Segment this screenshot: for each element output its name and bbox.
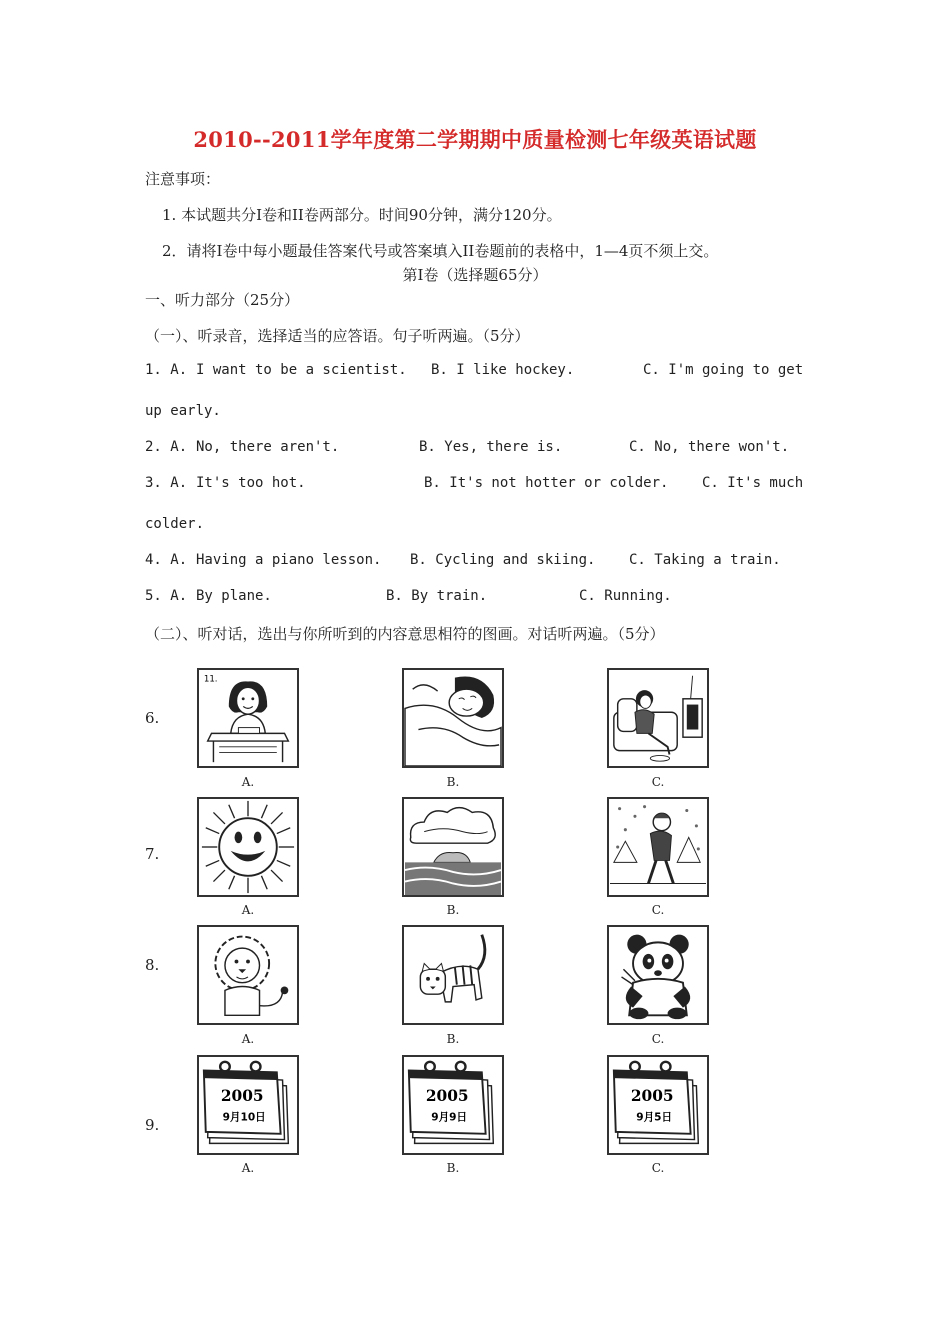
picture-label: A. — [241, 775, 255, 789]
question-4 — [145, 552, 825, 572]
picture-label: C. — [651, 775, 665, 789]
lion-icon — [199, 927, 297, 1023]
person-watching-tv-icon — [609, 670, 707, 766]
option-a: Having a piano lesson. — [196, 552, 382, 568]
question-3 — [145, 475, 825, 495]
page-title: 2010--2011学年度第二学期期中质量检测七年级英语试题 — [193, 127, 757, 152]
calendar-icon — [609, 1057, 707, 1153]
panda-icon — [609, 927, 707, 1023]
boy-sleeping-icon — [404, 670, 502, 766]
picture-label: C. — [651, 903, 665, 917]
question-1 — [145, 362, 825, 382]
picture-label: A. — [241, 1032, 255, 1046]
picture-number-label: 11. — [203, 674, 218, 685]
picture-label: C. — [651, 1161, 665, 1175]
calendar-date: 9月10日 — [222, 1111, 266, 1124]
sun-icon — [199, 799, 297, 895]
picture-9c — [607, 1055, 709, 1155]
option-c: C. Taking a train. — [629, 552, 781, 568]
option-b: B. Yes, there is. — [419, 439, 563, 455]
cloud-rain-icon — [404, 799, 502, 895]
question-number: 3. A. — [145, 475, 188, 491]
volume-heading: 第Ⅰ卷（选择题65分） — [402, 266, 548, 284]
picture-label: B. — [446, 903, 460, 917]
question-2 — [145, 439, 825, 459]
option-b: B. By train. — [386, 588, 488, 604]
option-a: I want to be a scientist. — [196, 362, 407, 378]
question-1-wrap: up early. — [145, 403, 221, 419]
calendar-date: 9月5日 — [636, 1111, 673, 1124]
picture-label: C. — [651, 1032, 665, 1046]
picture-label: A. — [241, 903, 255, 917]
notice-heading: 注意事项： — [145, 170, 221, 188]
part1-instruction: （一）、听录音，选择适当的应答语。句子听两遍。（5分） — [145, 327, 530, 345]
calendar-year: 2005 — [220, 1087, 264, 1106]
question-6-number: 6. — [145, 709, 160, 727]
picture-7a — [197, 797, 299, 897]
tiger-icon — [404, 927, 502, 1023]
option-c: C. It's much — [702, 475, 804, 491]
option-a: No, there aren't. — [196, 439, 340, 455]
question-7-number: 7. — [145, 845, 160, 863]
option-b: B. Cycling and skiing. — [410, 552, 596, 568]
calendar-year: 2005 — [425, 1087, 469, 1106]
question-9-number: 9. — [145, 1116, 160, 1134]
calendar-icon — [404, 1057, 502, 1153]
option-a: It's too hot. — [196, 475, 306, 491]
picture-6a — [197, 668, 299, 768]
notice-item-1: 1. 本试题共分Ⅰ卷和II卷两部分。时间90分钟，满分120分。 — [162, 206, 562, 224]
picture-9b — [402, 1055, 504, 1155]
girl-writing-icon — [199, 670, 297, 766]
question-8-number: 8. — [145, 956, 160, 974]
question-number: 1. A. — [145, 362, 188, 378]
picture-label: B. — [446, 1161, 460, 1175]
picture-8c — [607, 925, 709, 1025]
picture-8b — [402, 925, 504, 1025]
option-b: B. It's not hotter or colder. — [424, 475, 669, 491]
question-5 — [145, 588, 825, 608]
question-3-wrap: colder. — [145, 516, 205, 532]
notice-item-2: 2．请将Ⅰ卷中每小题最佳答案代号或答案填入II卷题前的表格中，1—4页不须上交。 — [162, 242, 719, 260]
picture-7c — [607, 797, 709, 897]
picture-label: B. — [446, 775, 460, 789]
question-number: 5. A. — [145, 588, 188, 604]
part2-instruction: （二）、听对话，选出与你所听到的内容意思相符的图画。对话听两遍。（5分） — [145, 625, 665, 643]
picture-7b — [402, 797, 504, 897]
option-b: B. I like hockey. — [431, 362, 575, 378]
calendar-date: 9月9日 — [431, 1111, 468, 1124]
option-c: C. No, there won't. — [629, 439, 790, 455]
picture-9a — [197, 1055, 299, 1155]
question-number: 4. A. — [145, 552, 188, 568]
option-c: C. I'm going to get — [643, 362, 804, 378]
section-heading: 一、听力部分（25分） — [145, 291, 300, 309]
picture-label: A. — [241, 1161, 255, 1175]
calendar-icon — [199, 1057, 297, 1153]
picture-label: B. — [446, 1032, 460, 1046]
picture-8a — [197, 925, 299, 1025]
calendar-year: 2005 — [630, 1087, 674, 1106]
picture-6c — [607, 668, 709, 768]
option-a: By plane. — [196, 588, 272, 604]
option-c: C. Running. — [579, 588, 672, 604]
snow-walking-icon — [609, 799, 707, 895]
picture-6b — [402, 668, 504, 768]
question-number: 2. A. — [145, 439, 188, 455]
